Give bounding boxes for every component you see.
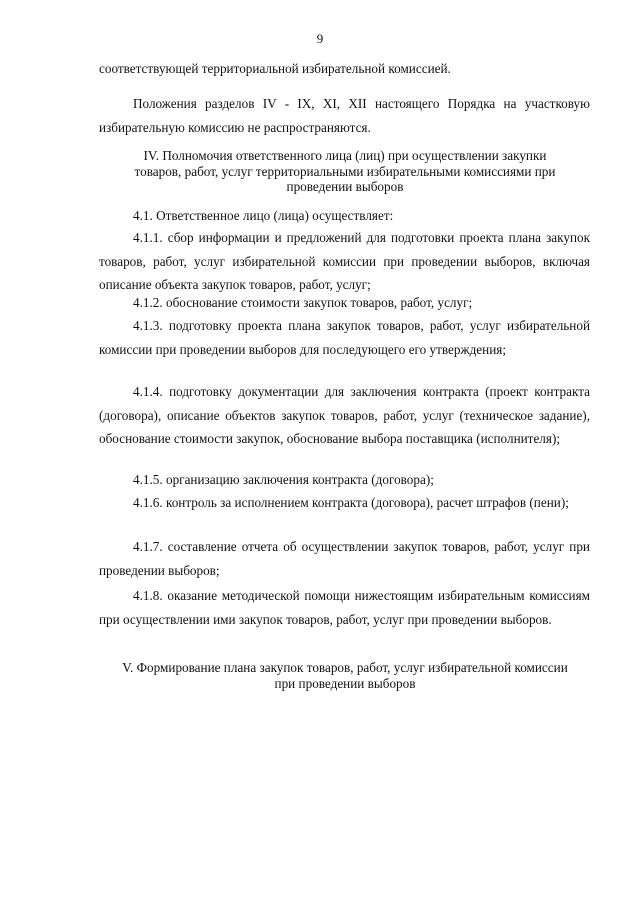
paragraph-4-1-2: 4.1.2. обоснование стоимости закупок товаров, работ, услуг;: [133, 295, 473, 310]
paragraph-continuation: соответствующей территориальной избирательной комиссией.: [99, 61, 451, 76]
paragraph-4-1-6: 4.1.6. контроль за исполнением контракта (договора), расчет штрафов (пени);: [133, 495, 569, 510]
paragraph-4-1: 4.1. Ответственное лицо (лица) осуществляет:: [133, 208, 394, 223]
paragraph-4-1-8: 4.1.8. оказание методической помощи нижестоящим избирательным комиссиям при осуществлении ими закупок товаров, работ, услуг при проведении выборов.: [99, 588, 590, 627]
section-heading-iv: IV. Полномочия ответственного лица (лиц) при осуществлении закупки товаров, работ, услуг территориальными избирательными комиссиями при проведении выборов: [134, 148, 556, 194]
paragraph-4-1-4: 4.1.4. подготовку документации для заключения контракта (проект контракта (договора), описание объектов закупок товаров, работ, услуг (техническое задание), обоснование стоимости закупок, обоснование выбора поставщика (исполнителя);: [99, 384, 590, 446]
section-heading-v: V. Формирование плана закупок товаров, работ, услуг избирательной комиссии при проведении выборов: [122, 660, 568, 691]
paragraph-4-1-3: 4.1.3. подготовку проекта плана закупок товаров, работ, услуг избирательной комиссии при проведении выборов для последующего его утверждения;: [99, 318, 590, 357]
paragraph-4-1-1: 4.1.1. сбор информации и предложений для подготовки проекта плана закупок товаров, работ, услуг избирательной комиссии при проведении выборов, включая описание объекта закупок товаров, работ, услуг;: [99, 230, 590, 292]
paragraph-sections-note: Положения разделов IV - IX, XI, XII настоящего Порядка на участковую избирательную комиссию не распространяются.: [99, 96, 590, 135]
paragraph-4-1-5: 4.1.5. организацию заключения контракта (договора);: [133, 472, 434, 487]
paragraph-4-1-7: 4.1.7. составление отчета об осуществлении закупок товаров, работ, услуг при проведении выборов;: [99, 539, 590, 578]
page-number: 9: [316, 31, 324, 46]
